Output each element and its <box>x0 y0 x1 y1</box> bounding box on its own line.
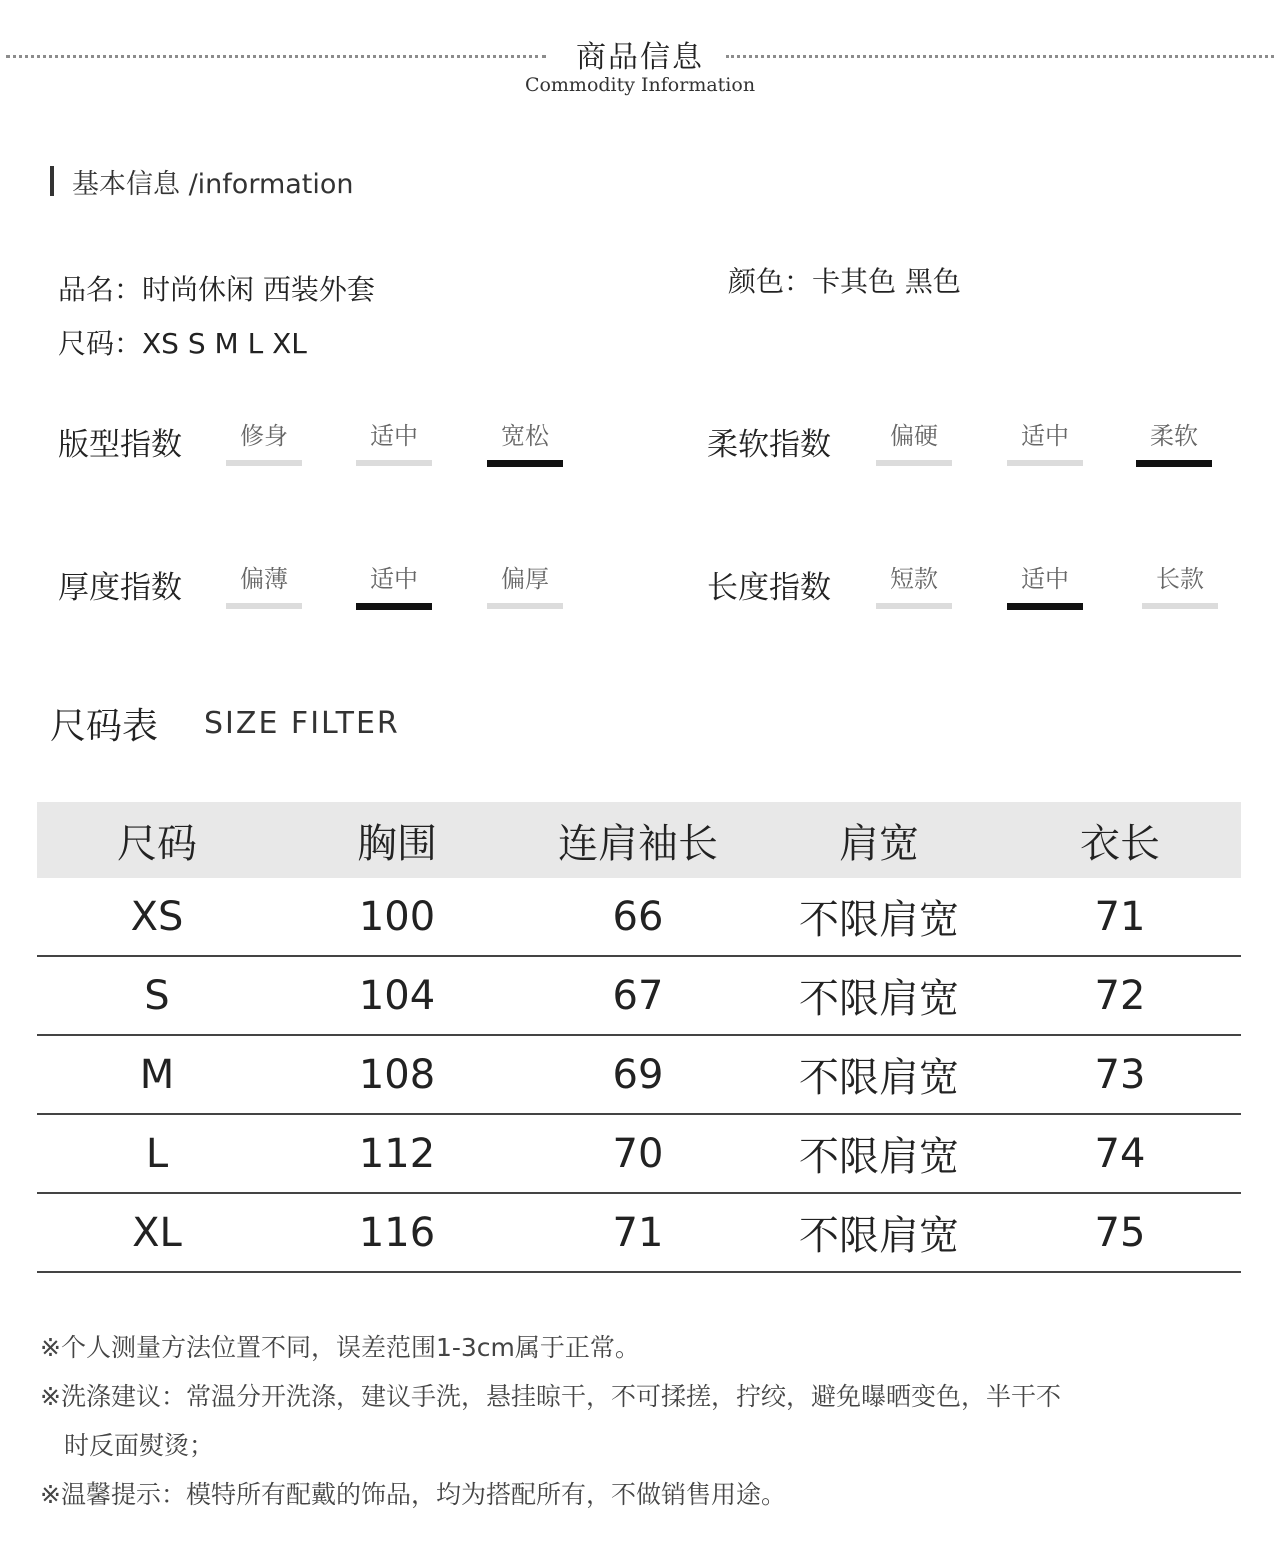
option-label: 偏厚 <box>501 565 549 593</box>
table-cell: L <box>145 1130 169 1177</box>
length-option-short <box>876 559 952 609</box>
option-indicator <box>487 603 563 609</box>
table-cell: 不限肩宽 <box>799 1134 959 1180</box>
note-washing: ※洗涤建议：常温分开洗涤，建议手洗，悬挂晾干，不可揉搓，拧绞，避免曝晒变色，半干不 <box>40 1382 1061 1411</box>
softness-option-medium <box>1007 416 1083 466</box>
option-label: 宽松 <box>501 422 549 450</box>
option-indicator <box>1007 460 1083 466</box>
table-cell: 不限肩宽 <box>799 976 959 1022</box>
size-table-title: 尺码表 <box>50 706 159 747</box>
size-table <box>37 802 1241 1273</box>
table-cell: 不限肩宽 <box>799 1055 959 1101</box>
table-cell: 75 <box>1094 1209 1146 1256</box>
table-header-row <box>37 802 1241 878</box>
table-cell: 69 <box>612 1051 664 1098</box>
product-name: 品名：时尚休闲 西装外套 <box>58 273 375 306</box>
header-cell-chest: 胸围 <box>357 820 437 867</box>
table-cell: 72 <box>1094 972 1146 1019</box>
section-title-basic: 基本信息 /information <box>72 169 354 200</box>
option-indicator <box>876 460 952 466</box>
option-label: 偏硬 <box>890 422 938 450</box>
fit-option-slim <box>226 416 302 466</box>
length-option-medium <box>1007 559 1083 610</box>
length-index-label: 长度指数 <box>707 570 831 606</box>
table-cell: 74 <box>1094 1130 1146 1177</box>
table-cell: 73 <box>1094 1051 1146 1098</box>
table-row <box>37 957 1241 1036</box>
product-colors: 颜色：卡其色 黑色 <box>728 265 961 298</box>
thickness-option-thick <box>487 559 563 609</box>
table-cell: S <box>144 972 170 1019</box>
table-cell: 不限肩宽 <box>799 1213 959 1259</box>
note-tip: ※温馨提示：模特所有配戴的饰品，均为搭配所有，不做销售用途。 <box>40 1480 786 1509</box>
table-row <box>37 1115 1241 1194</box>
header-cell-length: 衣长 <box>1080 820 1160 867</box>
option-indicator <box>876 603 952 609</box>
length-option-long <box>1142 559 1218 609</box>
option-indicator <box>226 460 302 466</box>
table-cell: 100 <box>358 893 436 940</box>
option-label: 柔软 <box>1150 422 1198 450</box>
page-subtitle: Commodity Information <box>524 74 756 96</box>
softness-index-label: 柔软指数 <box>707 427 831 463</box>
product-sizes: 尺码：XS S M L XL <box>58 327 307 360</box>
header-cell-size: 尺码 <box>117 820 197 867</box>
header-cell-shoulder: 肩宽 <box>839 820 919 867</box>
fit-index-label: 版型指数 <box>58 427 182 463</box>
size-table-subtitle: SIZE FILTER <box>204 706 400 741</box>
thickness-option-thin <box>226 559 302 609</box>
table-row <box>37 1194 1241 1273</box>
fit-option-regular <box>356 416 432 466</box>
section-marker <box>50 166 54 196</box>
option-indicator <box>226 603 302 609</box>
table-cell: 不限肩宽 <box>799 897 959 943</box>
option-indicator <box>356 460 432 466</box>
option-label: 适中 <box>1021 422 1069 450</box>
table-cell: 112 <box>358 1130 436 1177</box>
option-indicator <box>1142 603 1218 609</box>
header-cell-sleeve: 连肩袖长 <box>558 820 718 867</box>
fit-option-loose <box>487 416 563 467</box>
thickness-option-medium <box>356 559 432 610</box>
note-measurement: ※个人测量方法位置不同，误差范围1-3cm属于正常。 <box>40 1333 640 1362</box>
softness-option-stiff <box>876 416 952 466</box>
option-label: 适中 <box>1021 565 1069 593</box>
table-cell: 71 <box>1094 893 1146 940</box>
table-cell: 104 <box>358 972 436 1019</box>
table-cell: XL <box>132 1209 182 1256</box>
option-label: 短款 <box>890 565 938 593</box>
table-row <box>37 1036 1241 1115</box>
option-label: 偏薄 <box>240 565 288 593</box>
thickness-index-label: 厚度指数 <box>58 570 182 606</box>
table-cell: 67 <box>612 972 664 1019</box>
option-label: 适中 <box>370 422 418 450</box>
option-label: 修身 <box>240 422 288 450</box>
table-cell: 70 <box>612 1130 664 1177</box>
table-cell: XS <box>130 893 184 940</box>
option-label: 长款 <box>1156 565 1204 593</box>
option-indicator-selected <box>1136 460 1212 467</box>
page-title: 商品信息 <box>576 40 704 75</box>
option-indicator-selected <box>356 603 432 610</box>
option-indicator-selected <box>1007 603 1083 610</box>
table-row <box>37 878 1241 957</box>
table-cell: M <box>139 1051 175 1098</box>
option-indicator-selected <box>487 460 563 467</box>
table-cell: 116 <box>358 1209 436 1256</box>
option-label: 适中 <box>370 565 418 593</box>
note-washing-cont: 时反面熨烫； <box>64 1431 215 1460</box>
softness-option-soft <box>1136 416 1212 467</box>
table-cell: 108 <box>358 1051 436 1098</box>
table-cell: 71 <box>612 1209 664 1256</box>
table-cell: 66 <box>612 893 664 940</box>
